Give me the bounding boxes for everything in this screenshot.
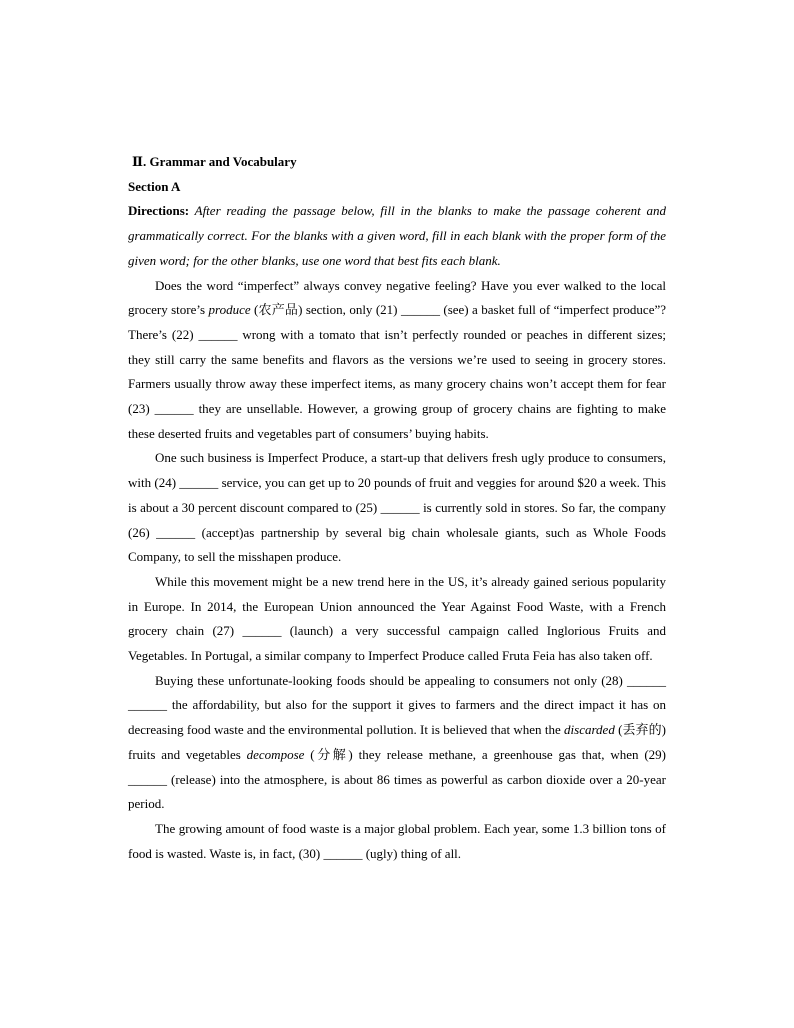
p4-text-c: (丢弃的) fruits and vegetables bbox=[128, 722, 666, 762]
directions-text: After reading the passage below, fill in the blanks to make the passage coherent and grammatically correct. For the blanks with a given word, fill in each blank with the proper form of the given word; for the other blanks, use one word that best fits each blank. bbox=[128, 203, 666, 268]
passage-paragraph-3: While this movement might be a new trend here in the US, it’s already gained serious popularity in Europe. In 2014, the European Union announced the Year Against Food Waste, with a French grocery chain (27) ______ (launch) a very successful campaign called Inglorious Fruits and Vegetables. In Portugal, a similar company to Imperfect Produce called Fruta Feia has also taken off. bbox=[128, 573, 666, 664]
p1-text-c: (农产品) section, only (21) ______ (see) a basket full of “imperfect produce”? There’s (22) ______ wrong with a tomato that isn’t perfectly rounded or peaches in different sizes; they still carry the same benefits and flavors as the versions we’re used to seeing in grocery stores. Farmers usually throw away these imperfect items, as many grocery chains won’t accept them for fear (23) ______ they are unsellable. However, a growing group of grocery chains are fighting to make these deserted fruits and vegetables part of consumers’ buying habits. bbox=[128, 302, 667, 441]
p4-term-decompose: decompose bbox=[246, 746, 305, 762]
section-title: Ⅱ. Grammar and Vocabulary bbox=[132, 154, 297, 169]
p4-text-a: Buying these unfortunate-looking foods should be appealing to consumers not only (28) ______ ______ the affordability, but also for the support it gives to farmers and the direct impact it has on decreasing food waste and the environmental pollution. It is believed that when the bbox=[128, 672, 666, 738]
p1-term-produce: produce bbox=[208, 302, 251, 318]
passage-paragraph-5: The growing amount of food waste is a major global problem. Each year, some 1.3 billion tons of food is wasted. Waste is, in fact, (30) ______ (ugly) thing of all. bbox=[128, 820, 666, 861]
passage-paragraph-2: One such business is Imperfect Produce, a start-up that delivers fresh ugly produce to consumers, with (24) ______ service, you can get up to 20 pounds of fruit and veggies for around $20 a week. This is about a 30 percent discount compared to (25) ______ is currently sold in stores. So far, the company (26) ______ (accept)as partnership by several big chain wholesale giants, such as Whole Foods Company, to sell the misshapen produce. bbox=[128, 450, 666, 565]
p1-text-a: Does the word “imperfect” always convey negative feeling? Have you ever walked to the local grocery store’s bbox=[128, 277, 666, 318]
exam-page bbox=[128, 150, 666, 866]
section-subtitle: Section A bbox=[128, 178, 181, 194]
passage-paragraph-1 bbox=[128, 274, 666, 447]
p4-text-e: (分解) they release methane, a greenhouse gas that, when (29) ______ (release) into the atmosphere, is about 86 times as powerful as carbon dioxide over a 20-year period. bbox=[128, 746, 667, 812]
directions-label: Directions: bbox=[128, 203, 190, 219]
p4-term-discarded: discarded bbox=[564, 722, 615, 738]
directions bbox=[128, 199, 666, 273]
passage-paragraph-4 bbox=[128, 669, 666, 817]
